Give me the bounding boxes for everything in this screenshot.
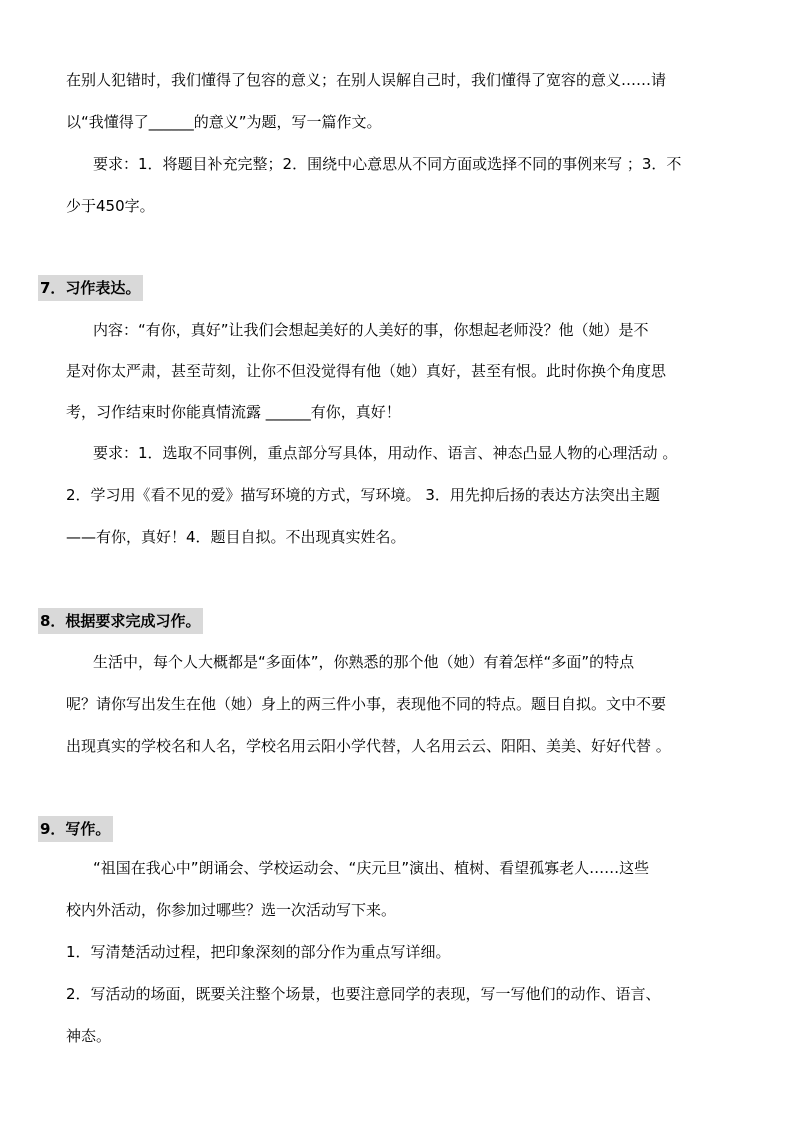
section-7-line-5: 2．学习用《看不见的爱》描写环境的方式，写环境。 3．用先抑后扬的表达方法突出主题 (66, 486, 660, 504)
section-7-line-1: 内容：“有你，真好”让我们会想起美好的人美好的事，你想起老师没？他（她）是不 (93, 321, 649, 339)
section-7-line-4: 要求：1．选取不同事例，重点部分写具体，用动作、语言、神态凸显人物的心理活动 。 (93, 444, 678, 462)
intro-line-1: 在别人犯错时，我们懂得了包容的意义；在别人误解自己时，我们懂得了宽容的意义……请 (66, 71, 667, 89)
section-8-line-3: 出现真实的学校名和人名，学校名用云阳小学代替，人名用云云、阳阳、美美、好好代替 。 (66, 737, 671, 755)
section-9-line-3: 1．写清楚活动过程，把印象深刻的部分作为重点写详细。 (66, 943, 451, 961)
intro-line-4: 少于450字。 (66, 197, 155, 215)
section-9-line-5: 神态。 (66, 1027, 112, 1045)
section-7-line-2: 是对你太严肃，甚至苛刻，让你不但没觉得有他（她）真好，甚至有恨。此时你换个角度思 (66, 362, 667, 380)
section-7-line-3: 考，习作结束时你能真情流露 ______有你，真好！ (66, 403, 401, 421)
section-8-line-2: 呢？请你写出发生在他（她）身上的两三件小事，表现他不同的特点。题目自拟。文中不要 (66, 695, 667, 713)
section-7-heading: 7．习作表达。 (38, 275, 143, 301)
intro-requirements-line: 要求：1．将题目补充完整；2．围绕中心意思从不同方面或选择不同的事例来写 ；3．不 (93, 155, 682, 173)
section-8-line-1: 生活中，每个人大概都是“多面体”，你熟悉的那个他（她）有着怎样“多面”的特点 (93, 653, 635, 671)
section-9-heading: 9．写作。 (38, 816, 113, 842)
intro-line-2: 以“我懂得了______的意义”为题，写一篇作文。 (66, 113, 382, 131)
section-7-line-6: ——有你，真好！4．题目自拟。不出现真实姓名。 (66, 528, 406, 546)
section-9-line-1: “祖国在我心中”朗诵会、学校运动会、“庆元旦”演出、植树、看望孤寡老人……这些 (93, 859, 650, 877)
section-9-line-4: 2．写活动的场面，既要关注整个场景，也要注意同学的表现，写一写他们的动作、语言、 (66, 985, 661, 1003)
section-8-heading: 8．根据要求完成习作。 (38, 608, 203, 634)
section-9-line-2: 校内外活动，你参加过哪些？选一次活动写下来。 (66, 901, 397, 919)
